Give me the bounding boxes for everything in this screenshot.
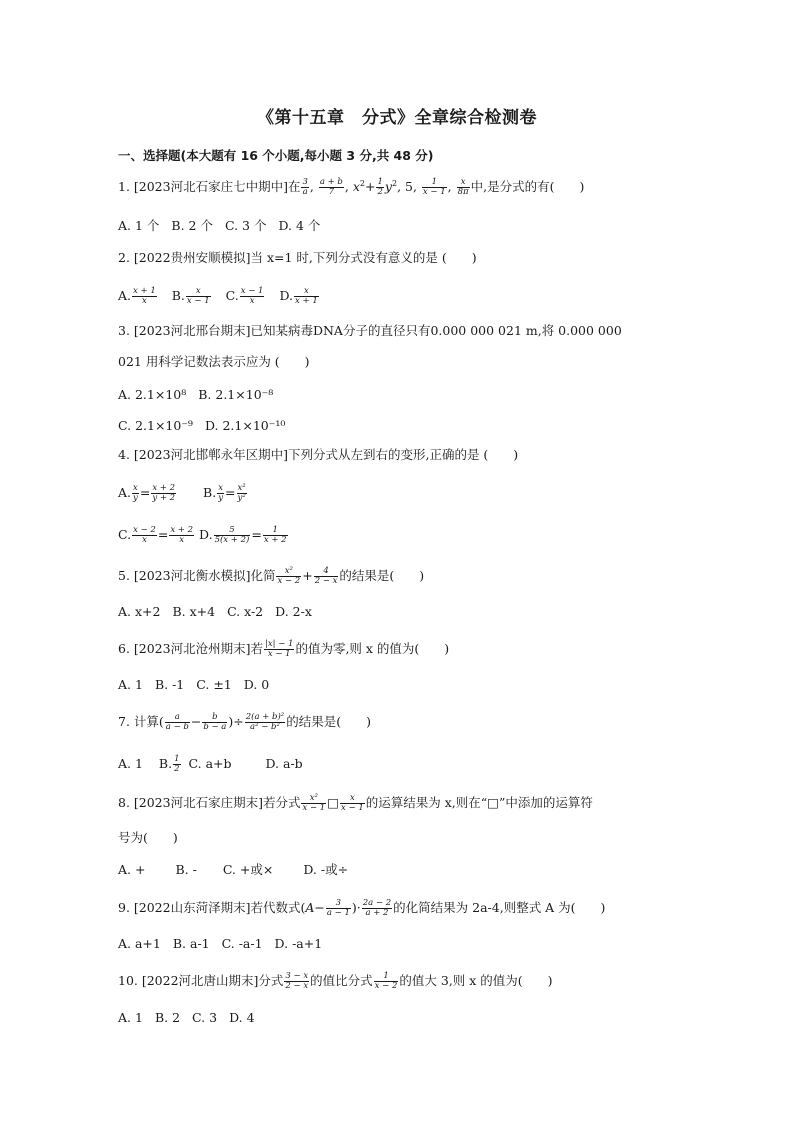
question-7: 7. 计算( $\frac{a}{a - b}$ − $\frac{b}{b - a}$ )÷ $\frac{\text{2(a + b)²}}{\text{a² − b²}}$ 的结果是( ): [118, 712, 371, 732]
question-8-options: A. + B. - C. +或× D. -或÷: [118, 862, 349, 877]
question-3-cont: 021 用科学记数法表示应为 ( ): [118, 354, 310, 369]
question-7-options: A. 1 B. $\frac{1}{2}$ C. a+b D. a-b: [118, 754, 303, 774]
question-6: 6. [2023河北沧州期末]若 $\frac{|x| - 1}{x - 1}$ 的值为零,则 x 的值为( ): [118, 639, 450, 659]
page-title: 《第十五章 分式》全章综合检测卷: [257, 108, 537, 128]
question-6-options: A. 1 B. -1 C. ±1 D. 0: [118, 677, 270, 692]
question-5-options: A. x+2 B. x+4 C. x-2 D. 2-x: [118, 604, 312, 619]
question-8-cont: 号为( ): [118, 830, 178, 845]
question-4: 4. [2023河北邯郸永年区期中]下列分式从左到右的变形,正确的是 ( ): [118, 447, 519, 462]
question-3: 3. [2023河北邢台期末]已知某病毒DNA分子的直径只有0.000 000 021 m,将 0.000 000: [118, 323, 622, 338]
question-2-options: A. $\frac{x + 1}{x}$ B. $\frac{x}{x - 1}$ C. $\frac{x - 1}{x}$ D. $\frac{x}{x + 1}$: [118, 286, 318, 306]
question-4-options-row1: A. $\frac{x}{y}$ = $\frac{x + 2}{y + 2}$ B. $\frac{x}{y}$ = $\frac{\text{x²}}{\text{y²}}$: [118, 483, 246, 503]
question-4-options-row2: C. $\frac{x - 2}{x}$ = $\frac{x + 2}{x}$ D. $\frac{5}{5(x + 2)}$ = $\frac{1}{x + 2}$: [118, 525, 287, 545]
section-heading: 一、选择题(本大题有 16 个小题,每小题 3 分,共 48 分): [118, 148, 434, 163]
question-9-options: A. a+1 B. a-1 C. -a-1 D. -a+1: [118, 936, 323, 951]
question-2: 2. [2022贵州安顺模拟]当 x=1 时,下列分式没有意义的是 ( ): [118, 250, 477, 265]
question-9: 9. [2022山东菏泽期末]若代数式(A− $\frac{3}{a - 1}$ )· $\frac{2a - 2}{a + 2}$ 的化简结果为 2a-4,则整式 A 为( ): [118, 898, 606, 918]
question-10: 10. [2022河北唐山期末]分式 $\frac{3 - x}{2 - x}$ 的值比分式 $\frac{1}{x - 2}$ 的值大 3,则 x 的值为( ): [118, 971, 553, 991]
question-1-options: A. 1 个 B. 2 个 C. 3 个 D. 4 个: [118, 218, 321, 233]
question-5: 5. [2023河北衡水模拟]化简 $\frac{\text{x²}}{x - 2}$ + $\frac{4}{2 - x}$ 的结果是( ): [118, 566, 425, 586]
question-10-options: A. 1 B. 2 C. 3 D. 4: [118, 1010, 255, 1025]
question-1: 1. [2023河北石家庄七中期中]在 $\frac{3}{a}$ , $\frac{a + b}{7}$ , $x^2+$ $\frac{1}{2}$ $y^2$, 5, $\frac{1}{x - 1}$ , $\frac{x}{8\pi}$ 中,是分式的有( ): [118, 177, 585, 198]
question-3-options-row1: A. 2.1×10⁸ B. 2.1×10⁻⁸: [118, 387, 274, 402]
question-3-options-row2: C. 2.1×10⁻⁹ D. 2.1×10⁻¹⁰: [118, 418, 286, 433]
question-8: 8. [2023河北石家庄期末]若分式 $\frac{\text{x²}}{x - 1}$ □ $\frac{x}{x - 1}$ 的运算结果为 x,则在“□”中添加的运算符: [118, 793, 593, 813]
